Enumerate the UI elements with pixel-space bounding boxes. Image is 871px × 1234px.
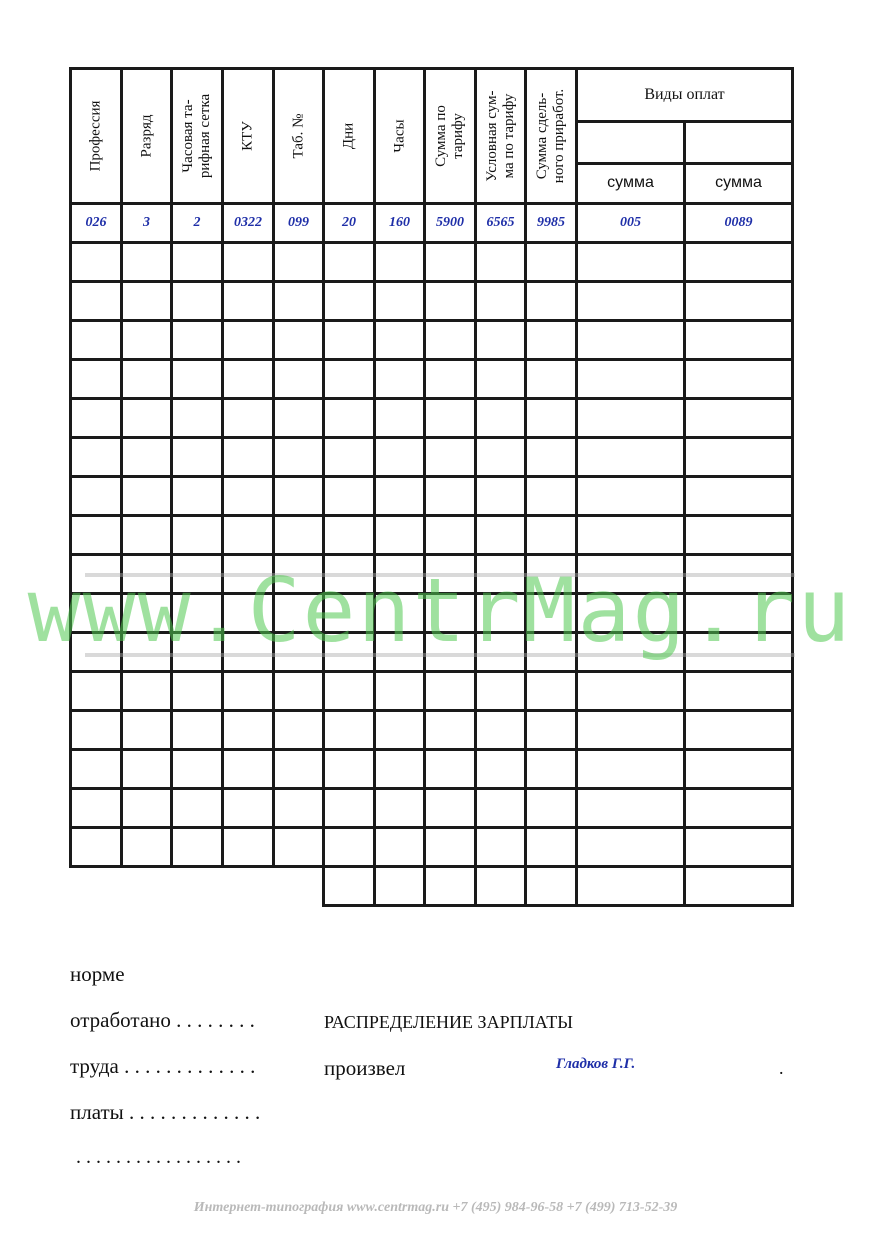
table-cell [577,711,685,750]
table-cell [476,789,526,828]
table-cell [476,867,526,906]
table-cell [375,672,425,711]
table-row [71,516,793,555]
table-cell [172,243,223,282]
table-cell [122,360,172,399]
header-profession: Профессия [71,69,122,204]
table-cell [71,477,122,516]
table-cell [71,672,122,711]
table-cell [526,750,577,789]
table-cell [172,516,223,555]
header-sum-1: сумма [577,163,685,203]
table-cell [324,750,375,789]
table-cell [122,750,172,789]
table-cell [172,594,223,633]
table-cell [375,321,425,360]
table-cell [577,633,685,672]
table-cell [122,399,172,438]
table-cell [172,360,223,399]
label-pay: платы . . . . . . . . . . . . . [70,1100,261,1124]
table-row [71,477,793,516]
table-cell [526,789,577,828]
code-cell: 9985 [526,204,577,243]
table-row [71,828,793,867]
header-hours: Часы [375,69,425,204]
table-cell [172,477,223,516]
header-ktu: КТУ [223,69,274,204]
table-cell [375,594,425,633]
table-cell [223,711,274,750]
table-cell [375,867,425,906]
table-cell [526,438,577,477]
table-cell [71,711,122,750]
table-cell [324,360,375,399]
code-cell: 160 [375,204,425,243]
table-cell [122,867,172,906]
table-row [71,672,793,711]
table-cell [172,828,223,867]
table-cell [71,828,122,867]
table-cell [577,867,685,906]
code-cell: 3 [122,204,172,243]
table-cell [685,282,793,321]
table-row [71,789,793,828]
table-cell [223,438,274,477]
table-cell [172,399,223,438]
table-cell [122,594,172,633]
table-cell [577,477,685,516]
table-cell [122,633,172,672]
table-row [71,438,793,477]
watermark-band [85,653,795,657]
table-cell [476,399,526,438]
code-cell: 20 [324,204,375,243]
table-cell [274,399,324,438]
table-cell [122,477,172,516]
code-cell: 005 [577,204,685,243]
footer: Интернет-типография www.centrmag.ru +7 (495) 984-96-58 +7 (499) 713-52-39 [193,1200,678,1215]
table-cell [375,828,425,867]
table-cell [324,516,375,555]
table-cell [526,828,577,867]
table-cell [223,321,274,360]
table-cell [685,477,793,516]
table-cell [425,399,476,438]
table-cell [122,438,172,477]
table-cell [71,282,122,321]
table-cell [274,516,324,555]
table-cell [122,516,172,555]
table-cell [71,516,122,555]
table-cell [425,672,476,711]
table-cell [685,633,793,672]
table-cell [476,438,526,477]
table-cell [526,282,577,321]
table-cell [274,282,324,321]
table-cell [685,360,793,399]
table-cell [425,867,476,906]
table-cell [172,282,223,321]
label-produced: произвел [324,1056,406,1080]
table-cell [223,399,274,438]
table-cell [223,750,274,789]
table-cell [375,243,425,282]
table-cell [274,477,324,516]
header-tab-no: Таб. № [274,69,324,204]
label-norme: норме [70,962,125,986]
table-row [71,867,793,906]
table-cell [71,633,122,672]
table-cell [324,672,375,711]
table-cell [71,438,122,477]
table-cell [375,516,425,555]
table-cell [425,516,476,555]
table-cell [274,438,324,477]
label-distribution: РАСПРЕДЕЛЕНИЕ ЗАРПЛАТЫ [324,1012,573,1032]
code-cell: 0089 [685,204,793,243]
table-cell [526,321,577,360]
table-cell [71,243,122,282]
table-row [71,594,793,633]
table-row [71,321,793,360]
payment-type-cell-1 [577,121,685,163]
table-cell [375,399,425,438]
table-cell [172,672,223,711]
header-sum-2: сумма [685,163,793,203]
table-cell [526,633,577,672]
table-cell [685,867,793,906]
table-cell [526,672,577,711]
table-cell [476,828,526,867]
table-cell [526,243,577,282]
table-row [71,399,793,438]
table-cell [274,867,324,906]
code-cell: 026 [71,204,122,243]
table-cell [476,594,526,633]
table-cell [476,672,526,711]
code-cell: 0322 [223,204,274,243]
table-cell [577,750,685,789]
table-cell [324,594,375,633]
table-cell [526,399,577,438]
label-worked: отработано . . . . . . . . [70,1008,255,1032]
table-cell [324,867,375,906]
header-piecework-sum: Сумма сдель- ного приработ. [526,69,577,204]
table-cell [685,672,793,711]
table-cell [577,672,685,711]
table-cell [375,477,425,516]
table-cell [172,711,223,750]
table-cell [324,711,375,750]
table-cell [274,243,324,282]
table-cell [577,438,685,477]
table-cell [375,282,425,321]
table-cell [375,711,425,750]
table-cell [425,711,476,750]
table-cell [375,750,425,789]
table-cell [425,477,476,516]
table-cell [223,477,274,516]
table-cell [122,789,172,828]
table-cell [172,633,223,672]
table-cell [223,789,274,828]
table-row [71,711,793,750]
table-cell [476,282,526,321]
table-row [71,360,793,399]
table-cell [375,789,425,828]
table-cell [172,321,223,360]
table-cell [577,828,685,867]
table-cell [122,828,172,867]
watermark-band [85,573,795,577]
header-payment-types: Виды оплат [577,69,793,122]
header-conditional-sum: Условная сум- ма по тарифу [476,69,526,204]
table-cell [324,477,375,516]
table-cell [71,867,122,906]
table-cell [577,282,685,321]
table-cell [324,789,375,828]
header-rate-grid: Часовая та- рифная сетка [172,69,223,204]
table-cell [122,711,172,750]
table-cell [223,243,274,282]
table-cell [223,633,274,672]
table-cell [425,828,476,867]
table-cell [122,672,172,711]
table-cell [526,360,577,399]
table-cell [274,321,324,360]
watermark: www.CentrMag.ru [27,558,853,662]
table-cell [526,594,577,633]
table-cell [223,828,274,867]
table-cell [223,594,274,633]
table-cell [274,360,324,399]
table-cell [425,594,476,633]
table-cell [577,789,685,828]
table-row [71,750,793,789]
table-cell [425,321,476,360]
table-cell [476,750,526,789]
table-cell [71,321,122,360]
table-cell [476,711,526,750]
table-cell [172,438,223,477]
table-cell [526,867,577,906]
table-cell [324,633,375,672]
table-cell [476,633,526,672]
table-cell [425,360,476,399]
table-cell [324,321,375,360]
table-cell [526,711,577,750]
table-cell [685,516,793,555]
table-cell [476,516,526,555]
table-cell [425,243,476,282]
table-cell [685,438,793,477]
table-cell [476,477,526,516]
table-cell [685,399,793,438]
table-cell [375,360,425,399]
table-cell [685,594,793,633]
table-cell [425,633,476,672]
table-cell [71,750,122,789]
label-labor: труда . . . . . . . . . . . . . [70,1054,256,1078]
table-cell [71,360,122,399]
table-cell [122,282,172,321]
table-cell [685,789,793,828]
table-cell [375,633,425,672]
table-cell [324,282,375,321]
table-cell [223,516,274,555]
table-cell [274,789,324,828]
table-cell [274,594,324,633]
table-cell [122,321,172,360]
table-cell [425,282,476,321]
table-cell [526,516,577,555]
end-dot: . [779,1058,784,1078]
table-cell [476,360,526,399]
header-tariff-sum: Сумма по тарифу [425,69,476,204]
table-cell [223,672,274,711]
table-cell [172,750,223,789]
table-cell [685,321,793,360]
table-cell [223,360,274,399]
payroll-table [27,67,853,907]
table-row [71,633,793,672]
code-cell: 6565 [476,204,526,243]
table-cell [577,360,685,399]
table-cell [577,399,685,438]
table-cell [274,633,324,672]
table-cell [324,399,375,438]
table-cell [577,516,685,555]
table-cell [274,750,324,789]
header-grade: Разряд [122,69,172,204]
header-days: Дни [324,69,375,204]
table-cell [476,243,526,282]
table-cell [685,711,793,750]
table-cell [425,750,476,789]
table-cell [577,321,685,360]
table-cell [324,438,375,477]
table-cell [577,594,685,633]
table-row [71,243,793,282]
table-cell [274,711,324,750]
signature: Гладков Г.Г. [556,1056,636,1072]
table-cell [122,243,172,282]
table-cell [223,282,274,321]
table-cell [685,828,793,867]
table-cell [577,243,685,282]
table-cell [71,789,122,828]
table-cell [172,867,223,906]
table-cell [274,672,324,711]
code-cell: 5900 [425,204,476,243]
table-cell [274,828,324,867]
table-cell [324,243,375,282]
label-dots: . . . . . . . . . . . . . . . . . [76,1146,241,1168]
table-row [71,282,793,321]
table-cell [476,321,526,360]
table-cell [375,438,425,477]
table-cell [425,438,476,477]
table-cell [71,594,122,633]
table-cell [526,477,577,516]
table-cell [172,789,223,828]
table-cell [223,867,274,906]
payment-type-cell-2 [685,121,793,163]
table-cell [425,789,476,828]
table-cell [324,828,375,867]
table-cell [685,243,793,282]
code-row [71,204,793,243]
code-cell: 2 [172,204,223,243]
table-cell [685,750,793,789]
table-cell [71,399,122,438]
code-cell: 099 [274,204,324,243]
